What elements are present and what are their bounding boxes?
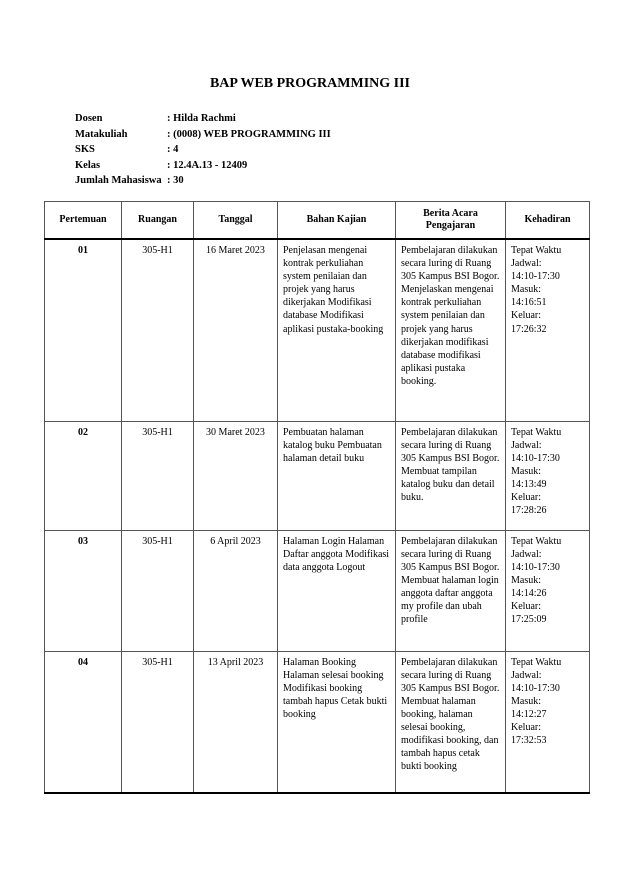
schedule-time: 14:10-17:30 bbox=[511, 271, 560, 283]
check-out-time: 17:26:32 bbox=[511, 323, 547, 335]
document-title: BAP WEB PROGRAMMING III bbox=[209, 76, 411, 91]
cell-bahan-kajian: Halaman Booking Halaman selesai booking Modifikasi booking tambah hapus Cetak bukti booking bbox=[278, 651, 396, 793]
meta-value: : 12.4A.13 - 12409 bbox=[167, 159, 248, 171]
attendance-status: Tepat Waktu bbox=[511, 656, 562, 668]
schedule-label: Jadwal: bbox=[511, 439, 542, 451]
cell-berita-acara: Pembelajaran dilakukan secara luring di Ruang 305 Kampus BSI Bogor. Membuat tampilan katalog buku dan detail buku. bbox=[396, 421, 506, 530]
check-in-label: Masuk: bbox=[511, 574, 541, 586]
check-out-label: Keluar: bbox=[511, 310, 541, 322]
check-out-label: Keluar: bbox=[511, 491, 541, 503]
table-header-row bbox=[45, 202, 590, 240]
table-row bbox=[45, 651, 590, 793]
cell-kehadiran bbox=[506, 530, 590, 651]
check-in-time: 14:12:27 bbox=[511, 708, 547, 720]
meta-label: Matakuliah bbox=[75, 128, 128, 140]
meta-label: Kelas bbox=[75, 159, 101, 171]
attendance-table bbox=[44, 201, 590, 794]
meta-label: Jumlah Mahasiswa bbox=[75, 175, 162, 186]
meta-row-jumlah-mahasiswa bbox=[75, 173, 331, 189]
attendance-status: Tepat Waktu bbox=[511, 245, 562, 256]
column-header-ruangan: Ruangan bbox=[122, 202, 194, 240]
cell-tanggal: 6 April 2023 bbox=[194, 530, 278, 651]
column-header-bahan-kajian: Bahan Kajian bbox=[278, 202, 396, 240]
check-out-time: 17:28:26 bbox=[511, 505, 547, 517]
check-out-time: 17:32:53 bbox=[511, 735, 547, 747]
column-header-berita-acara: Berita Acara Pengajaran bbox=[396, 202, 506, 240]
table-row bbox=[45, 421, 590, 530]
schedule-label: Jadwal: bbox=[511, 548, 542, 560]
meta-value: : Hilda Rachmi bbox=[167, 113, 236, 124]
meta-label: Dosen bbox=[75, 113, 103, 124]
cell-pertemuan: 03 bbox=[45, 530, 122, 651]
meta-label: SKS bbox=[75, 144, 95, 155]
cell-berita-acara: Pembelajaran dilakukan secara luring di Ruang 305 Kampus BSI Bogor. Menjelaskan mengenai kontrak perkuliahan system penilaian dan projek yang harus dikerjakan modifikasi database modifikasi aplikasi pustaka booking. bbox=[396, 239, 506, 421]
schedule-label: Jadwal: bbox=[511, 258, 542, 270]
column-header-pertemuan: Pertemuan bbox=[45, 202, 122, 240]
table-row bbox=[45, 239, 590, 421]
cell-kehadiran bbox=[506, 421, 590, 530]
attendance-status: Tepat Waktu bbox=[511, 426, 562, 438]
meta-value: : 4 bbox=[167, 144, 179, 155]
cell-berita-acara: Pembelajaran dilakukan secara luring di Ruang 305 Kampus BSI Bogor. Membuat halaman booking, halaman selesai booking, modifikasi booking, dan tambah hapus cetak bukti booking bbox=[396, 651, 506, 793]
meta-value: : (0008) WEB PROGRAMMING III bbox=[167, 128, 331, 140]
check-in-time: 14:14:26 bbox=[511, 587, 547, 599]
check-out-label: Keluar: bbox=[511, 721, 541, 733]
schedule-time: 14:10-17:30 bbox=[511, 682, 560, 694]
check-in-time: 14:16:51 bbox=[511, 297, 547, 309]
cell-ruangan: 305-H1 bbox=[122, 530, 194, 651]
meta-value: : 30 bbox=[167, 175, 184, 186]
check-in-label: Masuk: bbox=[511, 695, 541, 707]
cell-kehadiran bbox=[506, 239, 590, 421]
attendance-status: Tepat Waktu bbox=[511, 535, 562, 547]
check-in-label: Masuk: bbox=[511, 465, 541, 477]
cell-tanggal: 16 Maret 2023 bbox=[194, 239, 278, 421]
cell-berita-acara: Pembelajaran dilakukan secara luring di Ruang 305 Kampus BSI Bogor. Membuat halaman login anggota daftar anggota my profile dan ubah profile bbox=[396, 530, 506, 651]
cell-pertemuan: 04 bbox=[45, 651, 122, 793]
table-row bbox=[45, 530, 590, 651]
meta-row-matakuliah bbox=[75, 127, 331, 143]
meta-row-sks bbox=[75, 142, 331, 158]
column-header-tanggal: Tanggal bbox=[194, 202, 278, 240]
course-info bbox=[75, 111, 331, 189]
cell-ruangan: 305-H1 bbox=[122, 239, 194, 421]
column-header-kehadiran: Kehadiran bbox=[506, 202, 590, 240]
check-out-label: Keluar: bbox=[511, 600, 541, 612]
schedule-label: Jadwal: bbox=[511, 669, 542, 681]
schedule-time: 14:10-17:30 bbox=[511, 452, 560, 464]
cell-bahan-kajian: Pembuatan halaman katalog buku Pembuatan halaman detail buku bbox=[278, 421, 396, 530]
meta-row-dosen bbox=[75, 111, 331, 127]
cell-tanggal: 30 Maret 2023 bbox=[194, 421, 278, 530]
check-in-label: Masuk: bbox=[511, 284, 541, 296]
cell-tanggal: 13 April 2023 bbox=[194, 651, 278, 793]
check-in-time: 14:13:49 bbox=[511, 478, 547, 490]
check-out-time: 17:25:09 bbox=[511, 614, 547, 626]
cell-pertemuan: 01 bbox=[45, 239, 122, 421]
meta-row-kelas bbox=[75, 158, 331, 174]
cell-bahan-kajian: Halaman Login Halaman Daftar anggota Modifikasi data anggota Logout bbox=[278, 530, 396, 651]
cell-ruangan: 305-H1 bbox=[122, 421, 194, 530]
cell-ruangan: 305-H1 bbox=[122, 651, 194, 793]
cell-pertemuan: 02 bbox=[45, 421, 122, 530]
schedule-time: 14:10-17:30 bbox=[511, 561, 560, 573]
cell-bahan-kajian: Penjelasan mengenai kontrak perkuliahan system penilaian dan projek yang harus dikerjakan Modifikasi database Modifikasi aplikasi pustaka-booking bbox=[278, 239, 396, 421]
cell-kehadiran bbox=[506, 651, 590, 793]
